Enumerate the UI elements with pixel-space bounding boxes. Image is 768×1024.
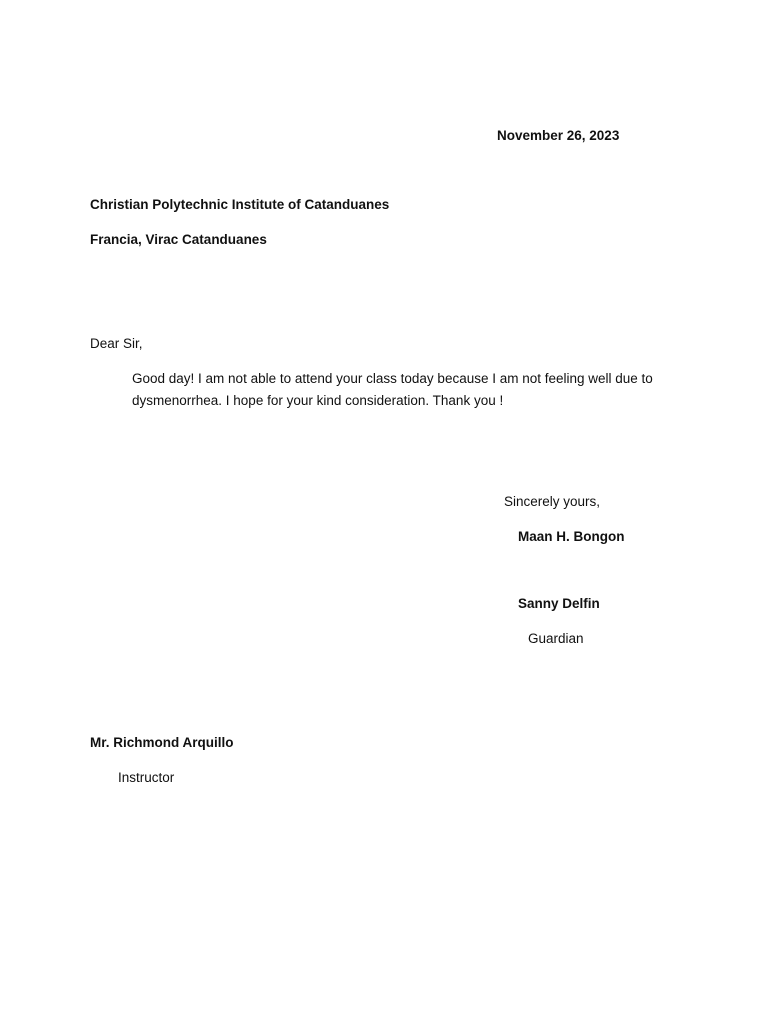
recipient-name: Mr. Richmond Arquillo — [90, 735, 234, 750]
institution-address: Francia, Virac Catanduanes — [90, 232, 267, 247]
salutation: Dear Sir, — [90, 336, 143, 351]
recipient-role: Instructor — [118, 770, 175, 785]
letter-body: Good day! I am not able to attend your class today because I am not feeling well due to dysmenorrhea. I hope for your kind consideration. Thank you ! — [132, 371, 653, 408]
institution-name: Christian Polytechnic Institute of Catanduanes — [90, 197, 390, 212]
guardian-role: Guardian — [528, 631, 584, 646]
guardian-name: Sanny Delfin — [518, 596, 600, 611]
sender-name: Maan H. Bongon — [518, 529, 625, 544]
closing: Sincerely yours, — [504, 494, 601, 509]
letter-date: November 26, 2023 — [497, 128, 620, 143]
